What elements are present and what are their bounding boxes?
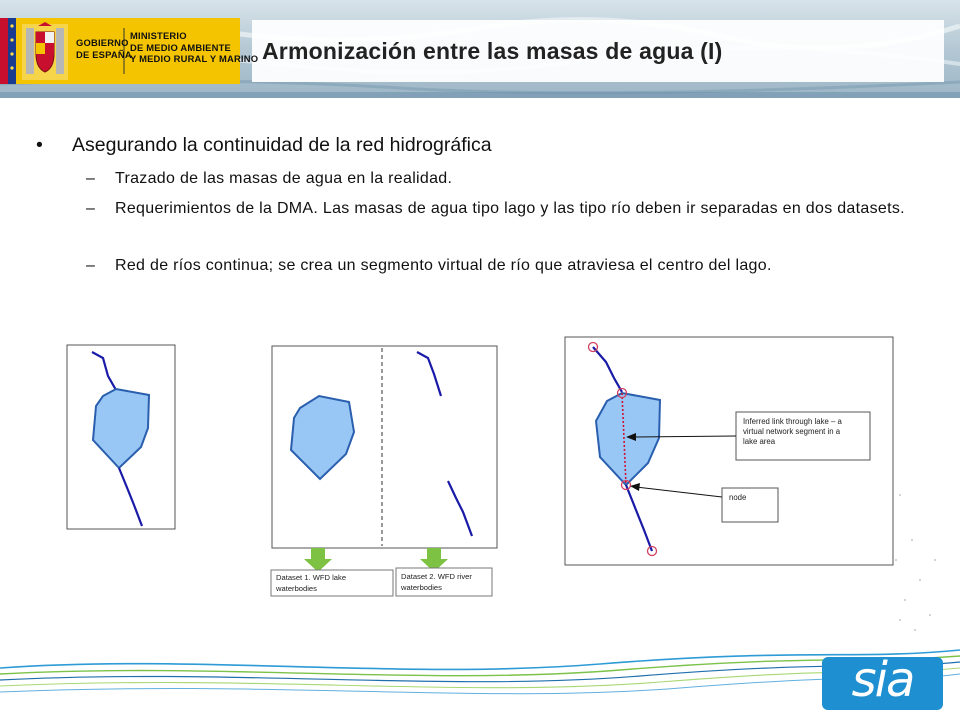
sia-logo-text: sia [851,652,914,708]
diagram-virtual-segment [565,337,893,565]
down-arrow-icon [304,548,332,572]
sub-bullet-1: Trazado de las masas de agua en la realidad. [115,170,453,187]
decorative-speckles [895,494,936,631]
sub-bullet-dash: – [86,170,95,187]
dataset1-label-line2: waterbodies [276,584,317,593]
main-bullet: Asegurando la continuidad de la red hidrográfica [72,134,492,156]
ministry-text: MINISTERIO DE MEDIO AMBIENTE Y MEDIO RURAL Y MARINO [130,30,259,64]
dataset2-label-line2: waterbodies [401,583,442,592]
sub-bullet-dash: – [86,257,95,274]
dataset2-label-line1: Dataset 2. WFD river [401,572,472,581]
sub-bullet-3: Red de ríos continua; se crea un segmento virtual de río que atraviesa el centro del lago. [115,257,772,274]
footer-waves [0,650,960,694]
node-label: node [729,493,747,502]
inferred-label-line3: lake area [743,437,776,446]
inferred-label-line1: Inferred link through lake – a [743,417,842,426]
sub-bullet-dash: – [86,200,95,217]
inferred-label-line2: virtual network segment in a [743,427,841,436]
diagram-original [67,345,175,529]
government-text: GOBIERNO DE ESPAÑA [76,37,132,60]
page-title: Armonización entre las masas de agua (I) [262,38,723,64]
sub-bullet-2: Requerimientos de la DMA. Las masas de agua tipo lago y las tipo río deben ir separadas en dos datasets. [115,200,905,217]
dataset1-label-line1: Dataset 1. WFD lake [276,573,347,582]
bullet-marker: • [36,134,43,156]
diagram-split [271,346,497,596]
